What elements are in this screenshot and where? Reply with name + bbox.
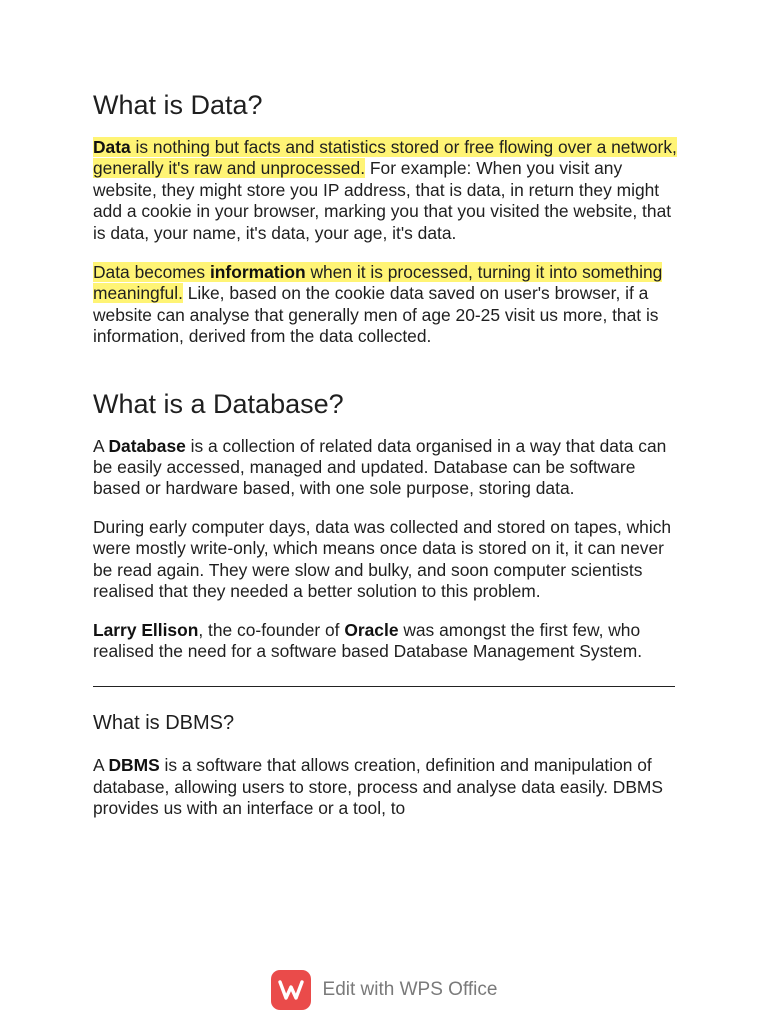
paragraph-text: A <box>93 755 109 776</box>
bold-data: Data <box>93 137 131 157</box>
bold-larry-ellison: Larry Ellison <box>93 619 199 640</box>
paragraph-database-definition <box>93 436 677 500</box>
bold-oracle: Oracle <box>344 619 399 640</box>
heading-what-is-data: What is Data? <box>93 90 263 120</box>
bold-database: Database <box>108 435 186 456</box>
footer-edit-link[interactable]: Edit with WPS Office <box>322 979 498 1000</box>
document-page <box>93 88 677 820</box>
bold-information: information <box>209 262 306 283</box>
paragraph-tapes-history: During early computer days, data was collected and stored on tapes, which were mostly write-only, which means once data is stored on it, it can never be read again. They were slow and bulky, and soon computer scientists realised that they needed a better solution to this problem. <box>93 516 672 602</box>
paragraph-text: Like, based on the cookie data saved on user's browser, if a website can analyse that generally men of age 20-25 visit us more, that is information, derived from the data collected. <box>93 283 659 347</box>
wps-footer-banner[interactable] <box>0 970 768 1010</box>
section-divider <box>93 686 675 687</box>
paragraph-text: was amongst the first few, who realised the need for a software based Database Management System. <box>93 619 643 661</box>
paragraph-text: is a software that allows creation, definition and manipulation of database, allowing users to store, process and analyse data easily. DBMS provides us with an interface or a tool, to <box>93 755 664 819</box>
paragraph-text: A <box>93 435 109 456</box>
paragraph-information-definition <box>93 262 677 348</box>
paragraph-text: is a collection of related data organised in a way that data can be easily accessed, managed and updated. Database can be software based or hardware based, with one sole purpose, storing data. <box>93 435 667 499</box>
highlight-text: Data becomes <box>93 262 210 283</box>
wps-w-glyph-icon <box>277 978 305 1002</box>
paragraph-data-definition <box>93 137 677 244</box>
highlight-text: when it is processed, turning it into something meaningful. <box>93 262 663 304</box>
heading-what-is-database: What is a Database? <box>93 388 344 419</box>
paragraph-dbms-definition <box>93 755 677 819</box>
highlight-text: is nothing but facts and statistics stored or free flowing over a network, generally it's raw and unprocessed. <box>93 137 677 179</box>
wps-logo-icon[interactable] <box>271 970 311 1010</box>
paragraph-text: , the co-founder of <box>198 619 345 640</box>
heading-what-is-dbms: What is DBMS? <box>93 712 235 735</box>
paragraph-text: For example: When you visit any website, they might store you IP address, that is data, in return they might add a cookie in your browser, marking you that you visited the website, that is data, your name, it's data, your age, it's data. <box>93 158 672 243</box>
bold-dbms: DBMS <box>108 755 160 776</box>
paragraph-larry-ellison <box>93 620 677 663</box>
